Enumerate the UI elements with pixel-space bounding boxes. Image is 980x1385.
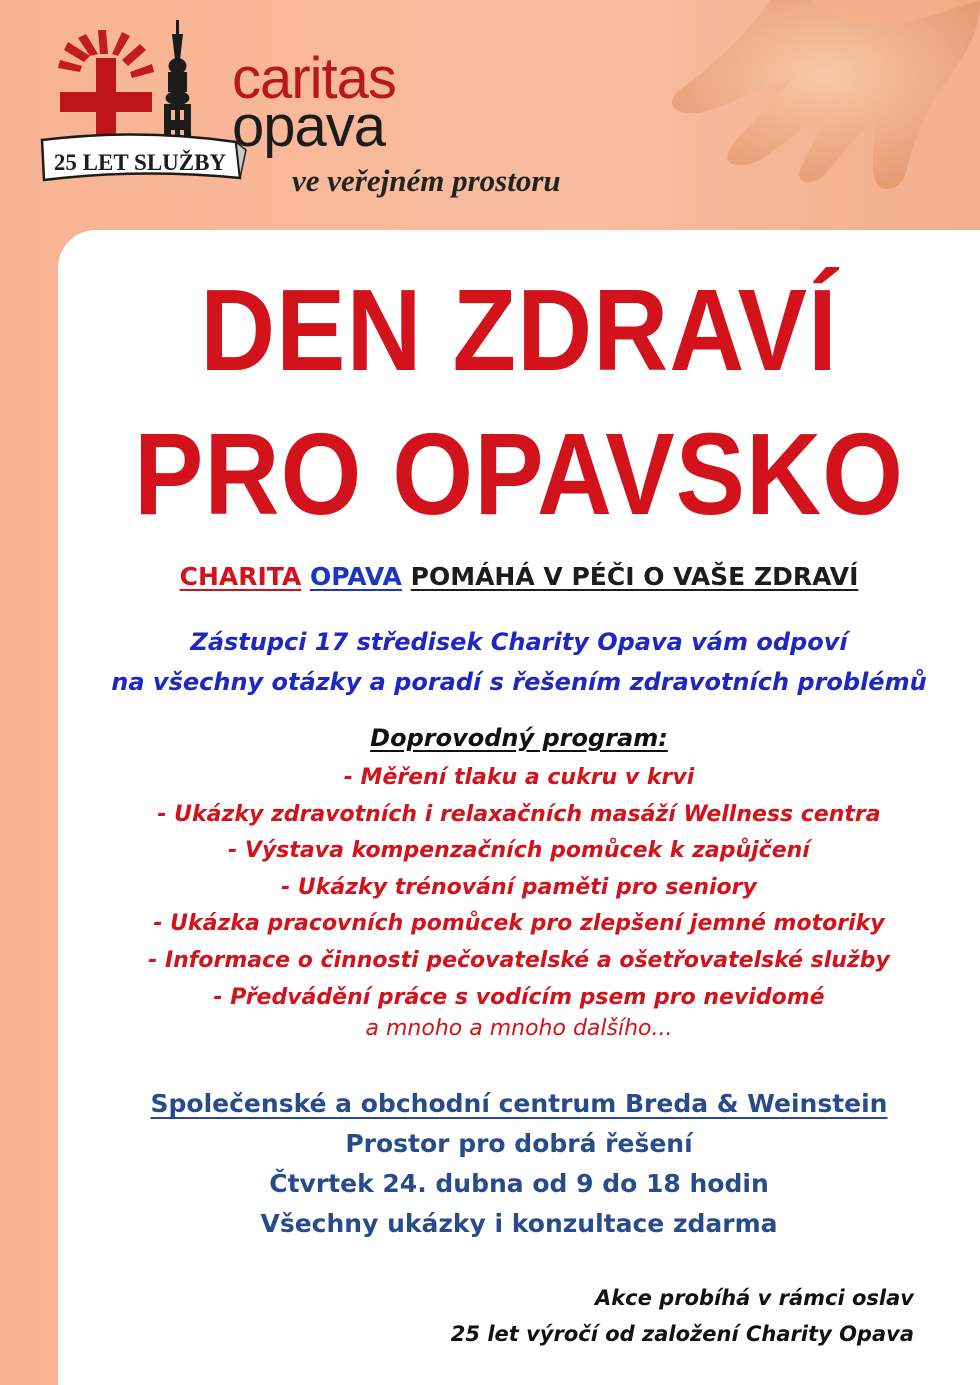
hands-image (620, 0, 980, 240)
intro-line1: Zástupci 17 středisek Charity Opava vám odpoví (190, 628, 848, 656)
program-title: Doprovodný program: (370, 724, 668, 752)
program-item: - Měření tlaku a cukru v krvi (343, 765, 695, 790)
program-item: - Ukázky trénování paměti pro seniory (281, 874, 757, 900)
subtitle (58, 562, 980, 591)
venue-place: Společenské a obchodní centrum Breda & Weinstein (150, 1089, 888, 1118)
event-date: Čtvrtek 24. dubna od 9 do 18 hodin (269, 1169, 769, 1198)
program-item: - Informace o činnosti pečovatelské a ošetřovatelské služby (148, 947, 890, 973)
free-consultation: Všechny ukázky i konzultace zdarma (260, 1209, 778, 1238)
program-item: - Předvádění práce s vodícím psem pro nevidomé (213, 984, 825, 1010)
footer-line2: 25 let výročí od založení Charity Opava (450, 1322, 914, 1346)
brand-line2: opava (232, 94, 386, 159)
subtitle-rest: POMÁHÁ V PÉČI O VAŠE ZDRAVÍ (410, 562, 859, 591)
program-item: - Ukázky zdravotních i relaxačních masáží Wellness centra (157, 801, 881, 827)
program-item: - Výstava kompenzačních pomůcek k zapůjčení (228, 838, 810, 864)
venue-info (58, 1084, 980, 1244)
tagline: ve veřejném prostoru (292, 163, 561, 198)
venue-slogan: Prostor pro dobrá řešení (345, 1129, 693, 1158)
intro-line2: na všechny otázky a poradí s řešením zdravotních problémů (111, 668, 927, 696)
program-list (58, 760, 980, 1016)
brand-line1: caritas (232, 46, 396, 111)
footer-note (451, 1280, 914, 1352)
program-more: a mnoho a mnoho dalšího... (365, 1016, 673, 1041)
brand-name (232, 46, 396, 159)
headline-line1: DEN ZDRAVÍ (200, 266, 838, 396)
subtitle-charita: CHARITA (179, 562, 302, 591)
intro-text (58, 622, 980, 702)
footer-line1: Akce probíhá v rámci oslav (594, 1286, 914, 1310)
headline-line2: PRO OPAVSKO (134, 410, 904, 540)
subtitle-opava: OPAVA (309, 562, 402, 591)
program-item: - Ukázka pracovních pomůcek pro zlepšení jemné motoriky (153, 911, 885, 937)
ribbon-label: 25 LET SLUŽBY (53, 150, 227, 175)
